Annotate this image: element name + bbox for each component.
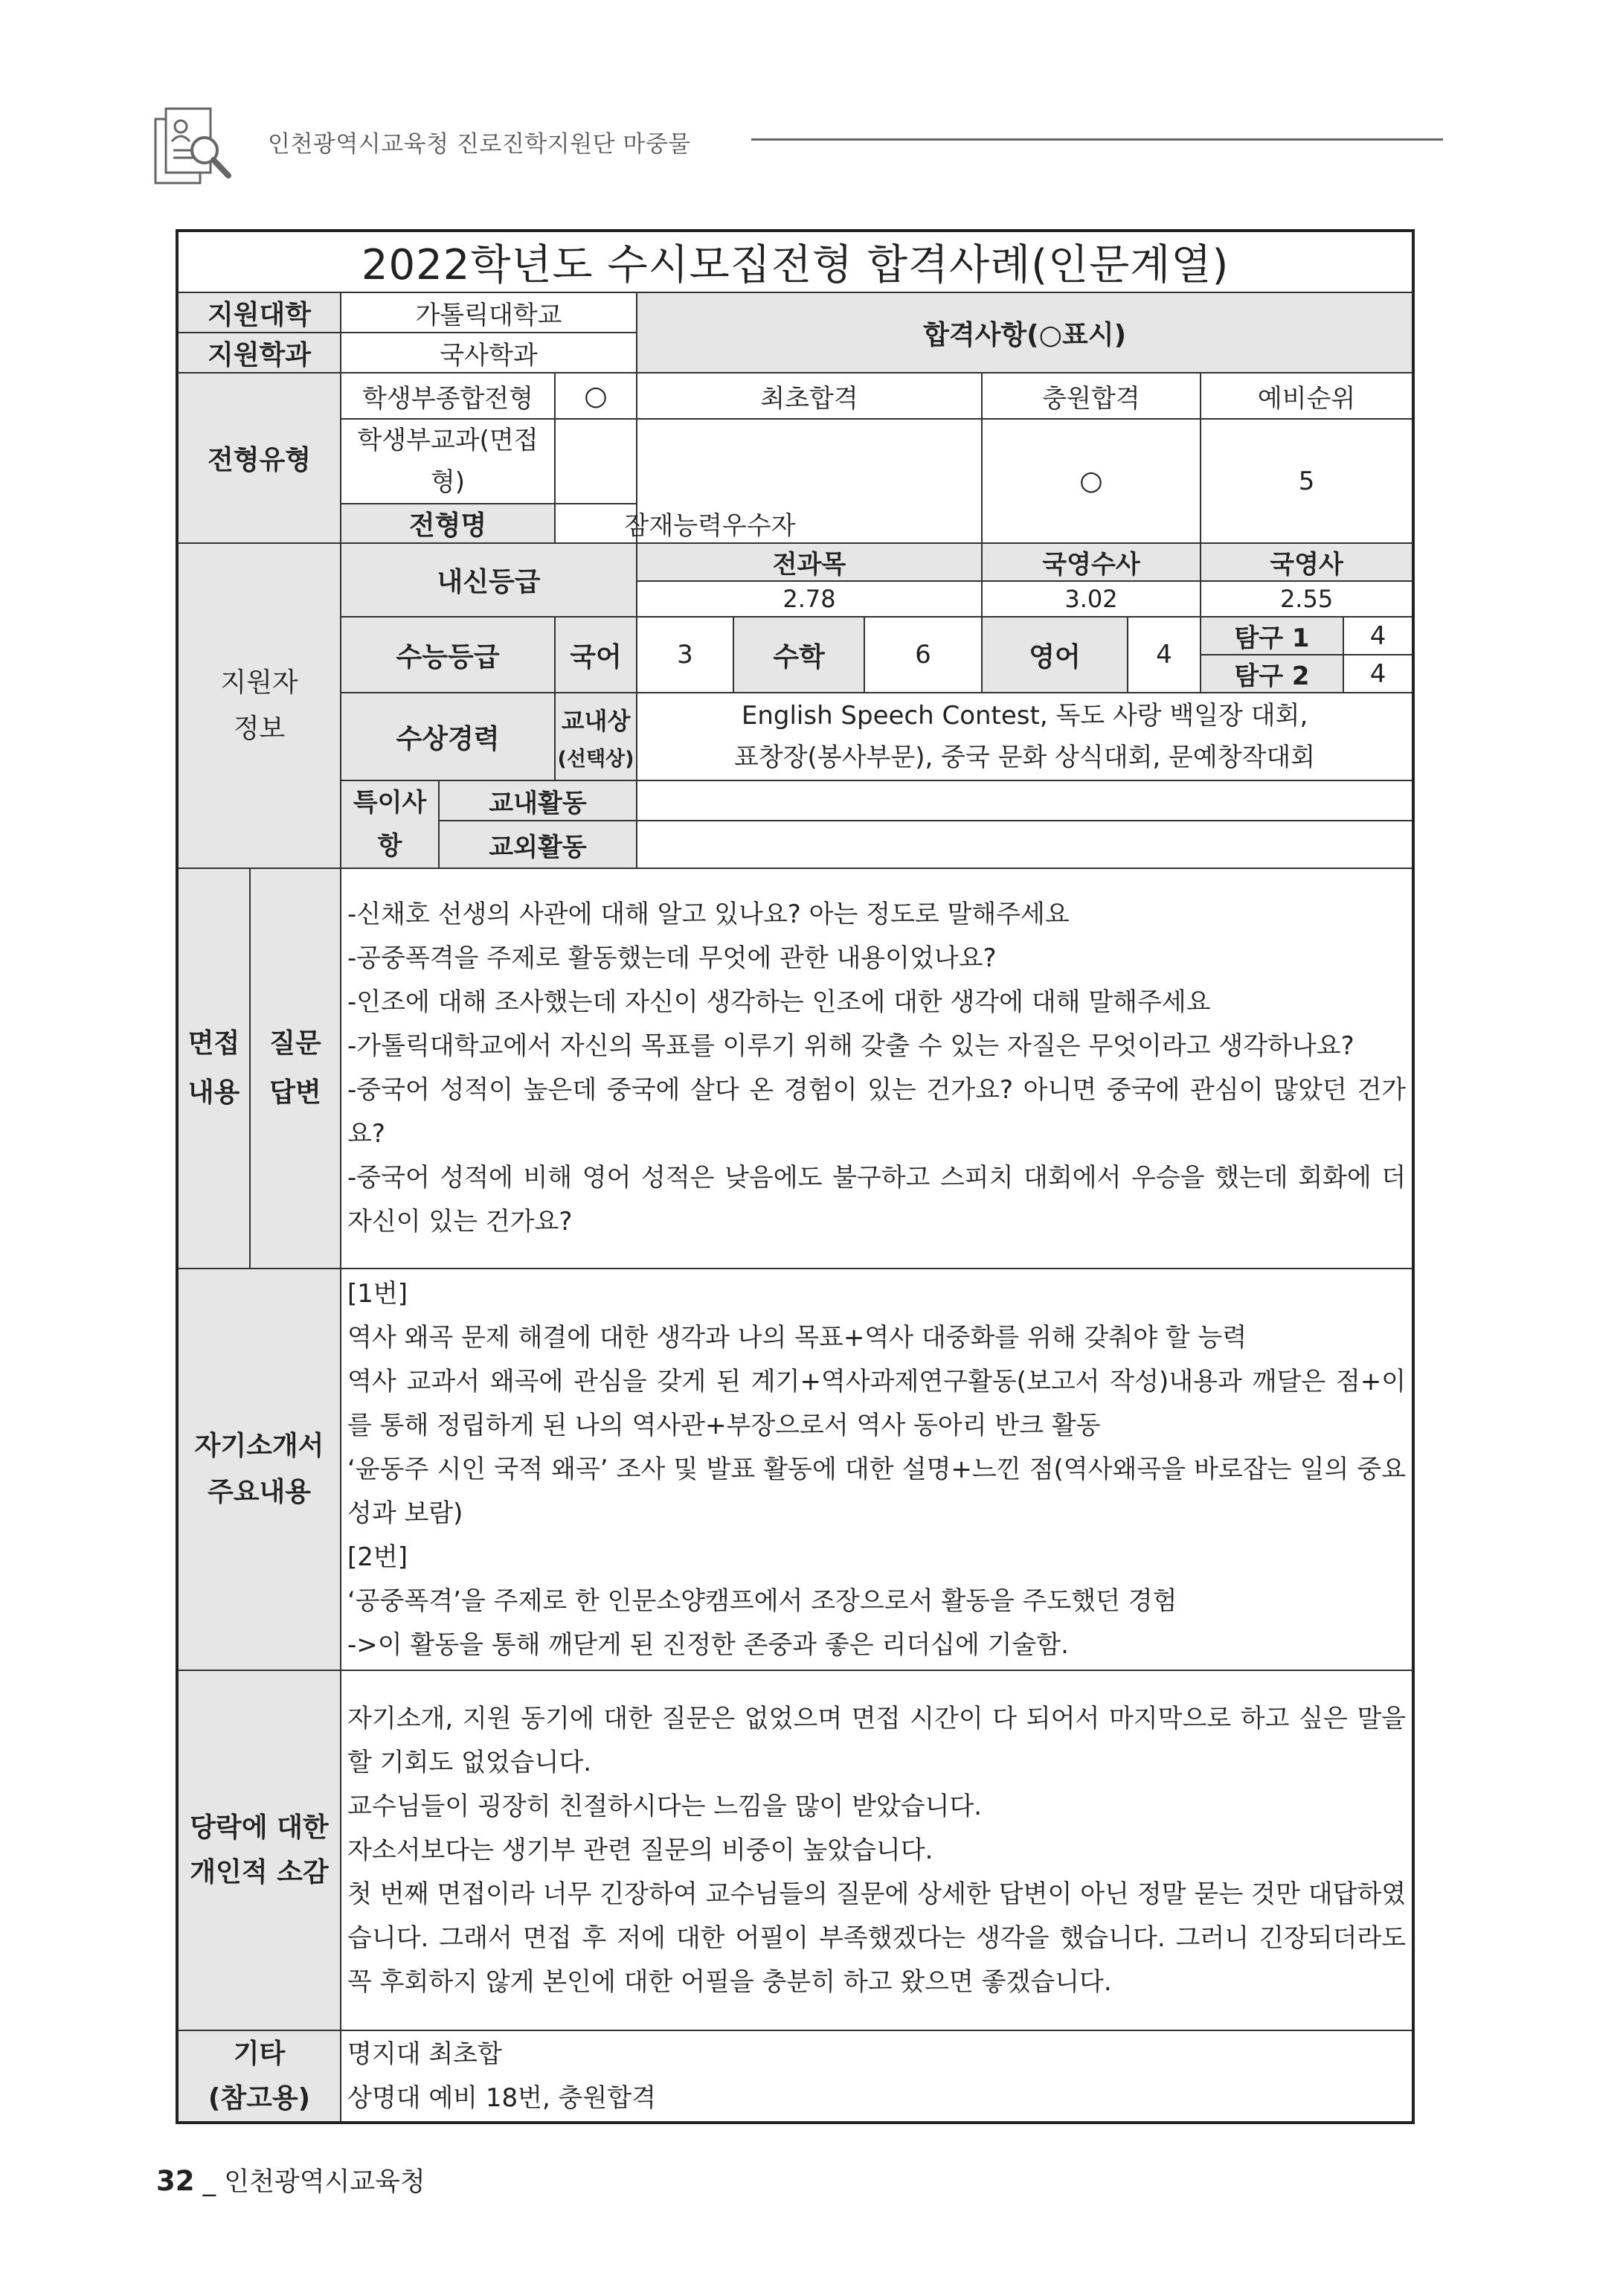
label-award-type	[555, 693, 637, 780]
value-dept: 국사학과	[341, 333, 637, 373]
label-suneung: 수능등급	[341, 617, 555, 693]
interview-question: -인조에 대해 조사했는데 자신이 생각하는 인조에 대한 생각에 대해 말해주세요	[347, 987, 1211, 1017]
activity-in-value	[637, 780, 1413, 821]
grade-kys: 2.55	[1201, 581, 1413, 617]
type-a-mark: ○	[555, 373, 637, 419]
applicant-label-1: 지원자	[220, 667, 298, 698]
etc-label-2: (참고용)	[208, 2082, 311, 2114]
label-grade-kyss: 국영수사	[982, 543, 1201, 581]
activity-out-value	[637, 821, 1413, 868]
award-list	[637, 693, 1413, 780]
label-dept: 지원학과	[177, 333, 341, 373]
essay-label-1: 자기소개서	[194, 1431, 324, 1461]
label-univ: 지원대학	[177, 292, 341, 333]
label-type: 전형유형	[177, 373, 341, 543]
award-selected: (선택상)	[557, 747, 634, 771]
label-qa	[250, 868, 341, 1269]
grade-all: 2.78	[637, 581, 982, 617]
label-applicant	[177, 543, 341, 868]
label-naesin: 내신등급	[341, 543, 637, 617]
footer	[156, 2161, 425, 2199]
label-award: 수상경력	[341, 693, 555, 780]
qa-label-2: 답변	[269, 1077, 321, 1108]
label-name: 전형명	[341, 504, 555, 543]
value-univ: 가톨릭대학교	[341, 292, 637, 333]
value-type-a: 학생부종합전형	[341, 373, 555, 419]
essay-line: ->이 활동을 통해 깨닫게 된 진정한 존중과 좋은 리더십에 기술함.	[347, 1629, 1069, 1660]
essay-line: ‘공중폭격’을 주제로 한 인문소양캠프에서 조장으로서 활동을 주도했던 경험	[347, 1585, 1177, 1616]
grade-kyss: 3.02	[982, 581, 1201, 617]
label-english: 영어	[982, 617, 1128, 693]
label-first: 최초합격	[637, 373, 982, 419]
header-rule	[751, 138, 1443, 141]
label-special	[341, 780, 439, 868]
award-line-2: 표창장(봉사부문), 중국 문화 상식대회, 문예창작대회	[734, 743, 1316, 772]
label-extra: 충원합격	[982, 373, 1201, 419]
interview-question: -가톨릭대학교에서 자신의 목표를 이루기 위해 갖출 수 있는 자질은 무엇이라고 생각하나요?	[347, 1031, 1354, 1061]
award-in-school: 교내상	[561, 706, 631, 735]
label-waitlist: 예비순위	[1201, 373, 1413, 419]
grade-tamgu1: 4	[1343, 617, 1413, 655]
footer-separator: _	[194, 2167, 225, 2197]
impression-label-1: 당락에 대한	[190, 1812, 329, 1843]
type-b-mark	[555, 419, 637, 504]
search-document-icon	[152, 104, 234, 187]
value-type-b	[341, 419, 555, 504]
interview-questions	[341, 868, 1413, 1269]
etc-line: 상명대 예비 18번, 충원합격	[347, 2082, 656, 2113]
interview-question: -공중폭격을 주제로 활동했는데 무엇에 관한 내용이었나요?	[347, 943, 997, 973]
essay-line: [1번]	[347, 1278, 408, 1309]
interview-question: -중국어 성적에 비해 영어 성적은 낮음에도 불구하고 스피치 대회에서 우승을 했는데 회화에 더 자신이 있는 건가요?	[347, 1163, 1407, 1237]
waitlist-number: 5	[1201, 419, 1413, 543]
label-essay	[177, 1269, 341, 1670]
essay-label-2: 주요내용	[207, 1477, 312, 1507]
label-korean: 국어	[555, 617, 637, 693]
page-number: 32	[156, 2165, 195, 2197]
type-b-line-1: 학생부교과(면접	[357, 426, 539, 455]
label-grade-all: 전과목	[637, 543, 982, 581]
interview-label-2: 내용	[187, 1077, 240, 1108]
essay-line: ‘윤동주 시인 국적 왜곡’ 조사 및 발표 활동에 대한 설명+느낀 점(역사왜곡을 바로잡는 일의 중요성과 보람)	[347, 1454, 1407, 1528]
essay-line: 역사 교과서 왜곡에 관심을 갖게 된 계기+역사과제연구활동(보고서 작성)내용과 깨달은 점+이를 통해 정립하게 된 나의 역사관+부장으로서 역사 동아리 반크 활동	[347, 1366, 1407, 1440]
footer-org: 인천광역시교육청	[224, 2167, 425, 2197]
interview-question: -신채호 선생의 사관에 대해 알고 있나요? 아는 정도로 말해주세요	[347, 900, 1070, 929]
label-activity-out: 교외활동	[439, 821, 637, 868]
value-name: 잠재능력우수자	[555, 504, 864, 543]
grade-korean: 3	[637, 617, 733, 693]
type-b-line-2: 형)	[430, 467, 466, 497]
label-impression	[177, 1670, 341, 2030]
etc-line: 명지대 최초합	[347, 2039, 502, 2069]
label-tamgu1: 탐구 1	[1201, 617, 1343, 655]
etc-label-1: 기타	[233, 2038, 286, 2069]
impression-content	[341, 1670, 1413, 2030]
impression-line: 첫 번째 면접이라 너무 긴장하여 교수님들의 질문에 상세한 답변이 아닌 정말 묻는 것만 대답하였습니다. 그래서 면접 후 저에 대한 어필이 부족했겠다는 생각을 했습니다. 그러니 긴장되더라도 꼭 후회하지 않게 본인에 대한 어필을 충분히 하고 왔으면 좋겠습니다.	[347, 1879, 1407, 1997]
label-math: 수학	[733, 617, 864, 693]
interview-question: -중국어 성적이 높은데 중국에 살다 온 경험이 있는 건가요? 아니면 중국에 관심이 많았던 건가요?	[347, 1075, 1407, 1149]
label-activity-in: 교내활동	[439, 780, 637, 821]
etc-content	[341, 2030, 1413, 2123]
label-tamgu2: 탐구 2	[1201, 655, 1343, 693]
impression-line: 자소서보다는 생기부 관련 질문의 비중이 높았습니다.	[347, 1835, 933, 1865]
special-label-1: 특이사	[353, 788, 427, 818]
grade-english: 4	[1128, 617, 1201, 693]
page-title: 2022학년도 수시모집전형 합격사례(인문계열)	[177, 231, 1413, 292]
award-line-1: English Speech Contest, 독도 사랑 백일장 대회,	[741, 701, 1308, 731]
essay-line: 역사 왜곡 문제 해결에 대한 생각과 나의 목표+역사 대중화를 위해 갖춰야 할 능력	[347, 1322, 1247, 1353]
grade-math: 6	[864, 617, 982, 693]
applicant-label-2: 정보	[233, 713, 286, 744]
impression-line: 교수님들이 굉장히 친절하시다는 느낌을 많이 받았습니다.	[347, 1791, 983, 1821]
extra-mark: ○	[982, 419, 1201, 543]
essay-line: [2번]	[347, 1542, 408, 1572]
label-grade-kys: 국영사	[1201, 543, 1413, 581]
interview-label-1: 면접	[187, 1028, 240, 1059]
impression-line: 자기소개, 지원 동기에 대한 질문은 없었으며 면접 시간이 다 되어서 마지막으로 하고 싶은 말을 할 기회도 없었습니다.	[347, 1703, 1407, 1777]
label-etc	[177, 2030, 341, 2123]
special-label-2: 항	[377, 831, 402, 861]
admission-case-table	[176, 229, 1415, 2124]
label-result: 합격사항(○표시)	[637, 292, 1413, 373]
impression-label-2: 개인적 소감	[190, 1857, 329, 1888]
essay-content	[341, 1269, 1413, 1670]
grade-tamgu2: 4	[1343, 655, 1413, 693]
qa-label-1: 질문	[269, 1028, 321, 1059]
label-interview	[177, 868, 250, 1269]
header-org-text: 인천광역시교육청 진로진학지원단 마중물	[268, 131, 691, 158]
